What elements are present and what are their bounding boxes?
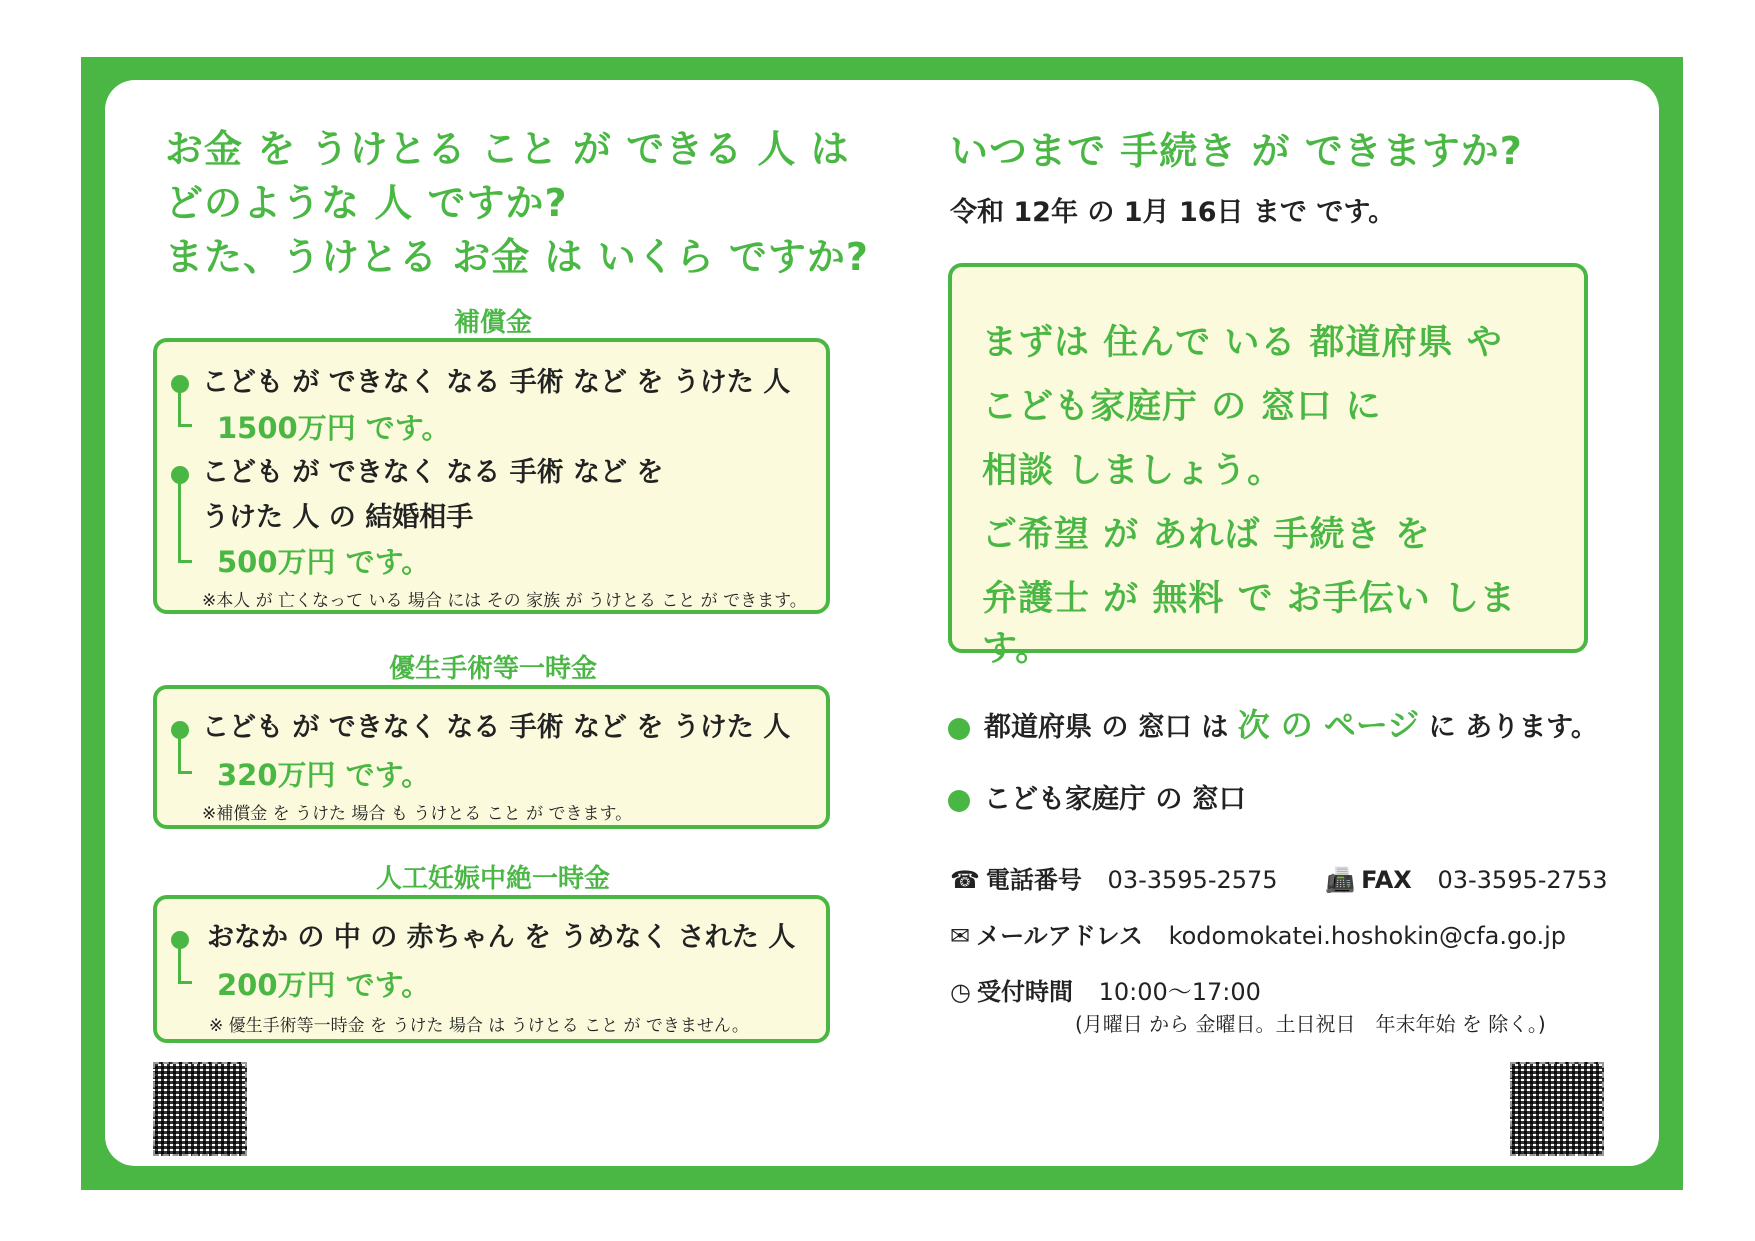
left-title-line-3: また、うけとる お金 は いくら ですか? [165,235,869,279]
arrow-line [178,560,192,563]
phone-label: 電話番号 [985,866,1082,894]
consult-line-3: 相談 しましょう。 [982,451,1284,491]
bullet-dot [948,790,970,812]
amount-500: 500万円 です。 [217,545,431,579]
compensation-item-2-line1: こども が できなく なる 手術 など を [202,457,664,488]
consultation-box [948,263,1588,669]
eugenic-item: こども が できなく なる 手術 など を うけた 人 [202,712,791,743]
hours-note: (月曜日 から 金曜日。土日祝日 年末年始 を 除く。) [1075,1012,1546,1036]
prefecture-window-bullet [948,700,1598,746]
arrow-line [178,733,181,773]
mail-icon: ✉ [950,922,971,950]
right-title: いつまで 手続き が できますか? [950,129,1523,173]
amount-320: 320万円 です。 [217,758,431,792]
phone-number[interactable]: 03-3595-2575 [1107,866,1278,894]
hours-label: 受付時間 [976,978,1073,1006]
compensation-item-2-line2: うけた 人 の 結婚相手 [202,502,474,533]
arrow-line [178,424,192,427]
eugenic-lump-sum-box [153,685,830,829]
arrow-line [178,981,192,984]
phone-icon: ☎ [950,866,980,894]
qr-code-left [153,1062,247,1156]
compensation-box [153,338,830,614]
mail-address[interactable]: kodomokatei.hoshokin@cfa.go.jp [1168,922,1567,950]
mail-row [950,916,1566,951]
fax-icon: 📠 [1325,866,1356,894]
section-heading-eugenic-lump-sum: 優生手術等一時金 [388,654,597,684]
phone-row [950,860,1607,895]
deadline-text: 令和 12年 の 1月 16日 まで です。 [950,197,1396,228]
arrow-line [178,771,192,774]
agency-window-bullet [948,777,1246,816]
consult-line-5: 弁護士 が 無料 で お手伝い します。 [982,579,1516,669]
section-heading-compensation: 補償金 [453,308,532,338]
bullet-dot [948,718,970,740]
compensation-item-1: こども が できなく なる 手術 など を うけた 人 [202,367,791,398]
compensation-note: ※本人 が 亡くなって いる 場合 には その 家族 が うけとる こと が できます。 [202,591,807,611]
amount-1500: 1500万円 です。 [217,411,451,445]
section-heading-abortion-lump-sum: 人工妊娠中絶一時金 [375,864,610,894]
consult-line-1: まずは 住んで いる 都道府県 や [982,323,1503,363]
arrow-line [178,943,181,983]
next-page-link[interactable]: 次 の ページ [1237,706,1420,744]
fax-label: FAX [1361,866,1412,894]
fax-number: 03-3595-2753 [1437,866,1608,894]
hours-value: 10:00〜17:00 [1098,978,1261,1006]
bullet1-text-a: 都道府県 の 窓口 は [984,712,1238,743]
qr-code-right [1510,1062,1604,1156]
abortion-lump-sum-box [153,895,830,1043]
abortion-item: おなか の 中 の 赤ちゃん を うめなく された 人 [207,922,796,953]
bullet2-text: こども家庭庁 の 窓口 [984,784,1246,815]
abortion-note: ※ 優生手術等一時金 を うけた 場合 は うけとる こと が できません。 [209,1016,749,1036]
eugenic-note: ※補償金 を うけた 場合 も うけとる こと が できます。 [202,804,633,824]
clock-icon: ◷ [950,978,971,1006]
left-title-line-2: どのような 人 ですか? [165,181,568,225]
left-title-line-1: お金 を うけとる こと が できる 人 は [165,127,850,171]
consult-line-4: ご希望 が あれば 手続き を [982,515,1431,555]
consult-line-2: こども家庭庁 の 窓口 に [982,387,1382,427]
mail-label: メールアドレス [976,922,1143,950]
amount-200: 200万円 です。 [217,968,431,1002]
bullet1-text-c: に あります。 [1419,712,1598,743]
arrow-line [178,386,181,426]
hours-row [950,972,1261,1007]
arrow-line [178,477,181,562]
